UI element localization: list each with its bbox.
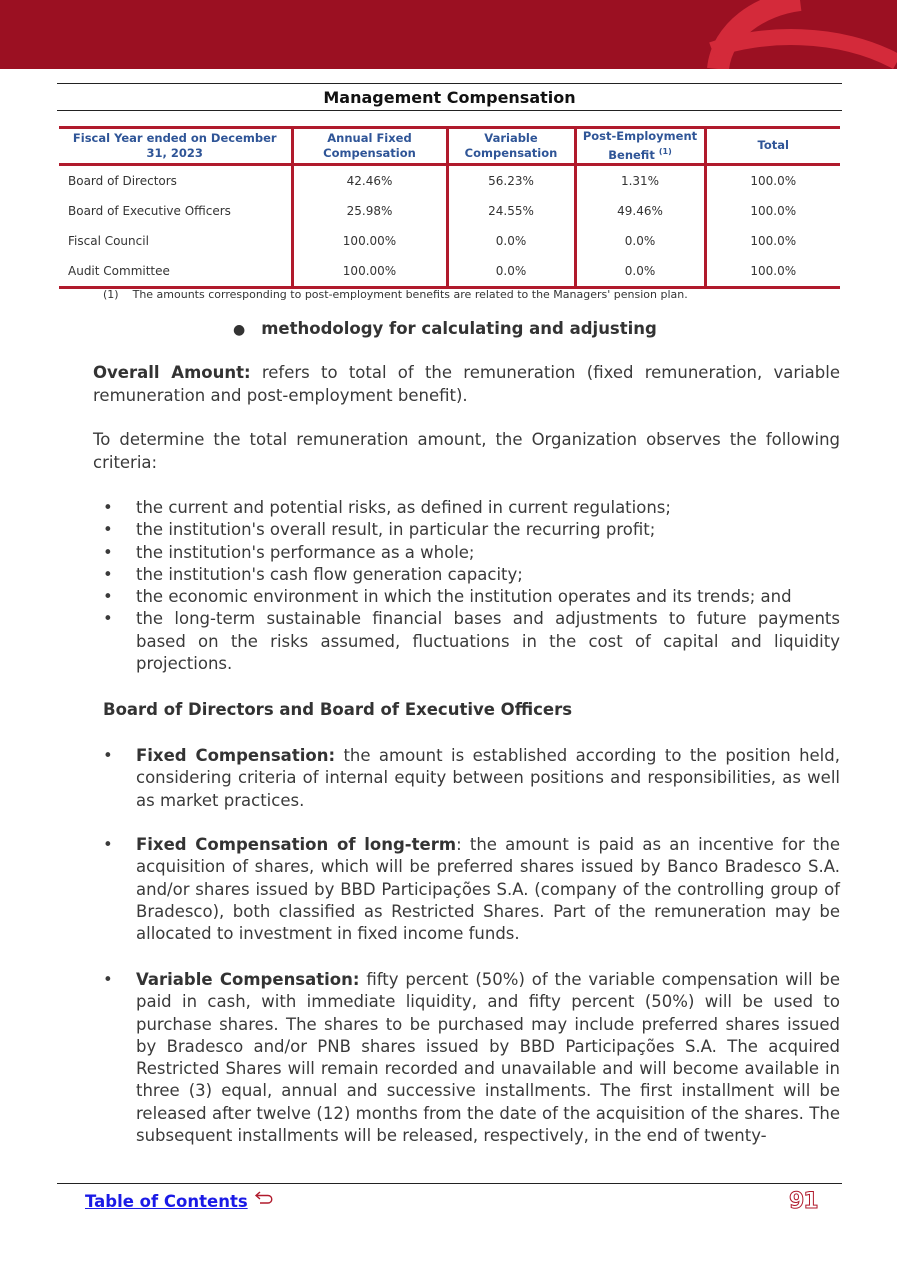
cell-fixed: 42.46% [292, 164, 447, 196]
cell-fixed: 100.00% [292, 226, 447, 256]
list-item: • the institution's cash flow generation capacity; [93, 564, 840, 586]
table-row [59, 164, 840, 196]
row-label: Board of Directors [59, 164, 292, 196]
list-item: • the institution's performance as a whole; [93, 542, 840, 564]
footer-divider [57, 1183, 842, 1184]
cell-total: 100.0% [750, 173, 797, 188]
list-item: • the long-term sustainable financial bases and adjustments to future payments based on the risks assumed, fluctuations in the cost of capital and liquidity projections. [93, 608, 840, 675]
brand-logo-arc [0, 0, 897, 69]
footnote-marker: (1) [658, 147, 672, 156]
compensation-table [59, 126, 840, 289]
section-title: Management Compensation [323, 87, 576, 107]
back-arrow-icon[interactable] [254, 1188, 276, 1208]
cell-fixed: 100.00% [292, 256, 447, 288]
list-item: • the economic environment in which the institution operates and its trends; and [93, 586, 840, 608]
col-header-variable: Variable Compensation [447, 128, 575, 165]
list-item: • the institution's overall result, in particular the recurring profit; [93, 519, 840, 541]
item-text: the amount is established according to the position held, considering criteria of internal equity between positions and responsibilities, as well as market practices. [136, 746, 840, 810]
board-item-variable [93, 969, 840, 1147]
board-heading: Board of Directors and Board of Executive Officers [103, 700, 573, 719]
cell-variable: 0.0% [447, 256, 575, 288]
col-header-total: Total [705, 128, 840, 165]
criteria-intro: To determine the total remuneration amount, the Organization observes the following criteria: [93, 430, 840, 472]
cell-post: 49.46% [575, 196, 705, 226]
top-banner [0, 0, 897, 69]
footnote-text: The amounts corresponding to post-employment benefits are related to the Managers' pension plan. [132, 288, 688, 301]
cell-post: 0.0% [575, 256, 705, 288]
item-text: fifty percent (50%) of the variable compensation will be paid in cash, with immediate liquidity, and fifty percent (50%) will be used to purchase shares. The shares to be purchased may include preferred shares issued by Bradesco and/or PNB shares issued by BBD Participações S.A. The acquired Restricted Shares will remain recorded and unavailable and will become available in three (3) equal, annual and successive installments. The first installment will be released after twelve (12) months from the date of the acquisition of the shares. The subsequent installments will be released, respectively, in the end of twenty- [136, 970, 840, 1146]
page-number: 91 [789, 1189, 818, 1214]
methodology-heading [233, 319, 657, 338]
item-label: Fixed Compensation of long-term [136, 835, 457, 854]
list-item [93, 834, 840, 945]
cell-post: 0.0% [575, 226, 705, 256]
cell-total: 100.0% [750, 233, 797, 248]
item-label: Fixed Compensation: [136, 746, 336, 765]
item-label: Variable Compensation: [136, 970, 360, 989]
board-item-fixed [93, 745, 840, 812]
footnote-number: (1) [103, 288, 119, 301]
col-header-fixed: Annual Fixed Compensation [292, 128, 447, 165]
table-row [59, 226, 840, 256]
row-label: Audit Committee [59, 256, 292, 288]
overall-amount-label: Overall Amount: [93, 363, 251, 382]
col-header-post-employment [575, 128, 705, 165]
board-item-long-term [93, 834, 840, 945]
overall-amount-paragraph [93, 362, 840, 407]
row-label: Board of Executive Officers [59, 196, 292, 226]
table-of-contents-link[interactable]: Table of Contents [85, 1192, 248, 1211]
col-header-fiscal-year: Fiscal Year ended on December 31, 2023 [59, 128, 292, 165]
cell-total: 100.0% [750, 203, 797, 218]
cell-total: 100.0% [705, 256, 840, 288]
table-row [59, 256, 840, 288]
cell-variable: 56.23% [447, 164, 575, 196]
section-title-bar [57, 83, 842, 111]
criteria-list [93, 497, 840, 675]
table-row [59, 196, 840, 226]
list-item: • the current and potential risks, as defined in current regulations; [93, 497, 840, 519]
overall-amount-text: refers to total of the remuneration (fixed remuneration, variable remuneration and post-employment benefit). [93, 363, 841, 405]
row-label: Fiscal Council [59, 226, 292, 256]
bullet-icon: ● [233, 322, 246, 338]
cell-variable: 0.0% [447, 226, 575, 256]
post-employment-label: Post-Employment Benefit [582, 129, 698, 162]
table-footnote [103, 288, 688, 301]
list-item [93, 969, 840, 1147]
cell-post: 1.31% [575, 164, 705, 196]
methodology-heading-text: methodology for calculating and adjusting [261, 319, 657, 338]
cell-variable: 24.55% [447, 196, 575, 226]
item-text: : the amount is paid as an incentive for the acquisition of shares, which will be preferred shares issued by Banco Bradesco S.A. and/or shares issued by BBD Participações S.A. (company of the controlling group of Bradesco), both classified as Restricted Shares. Part of the remuneration may be allocated to investment in fixed income funds. [136, 835, 841, 944]
table-header-row [59, 128, 840, 165]
cell-fixed: 25.98% [292, 196, 447, 226]
list-item [93, 745, 840, 812]
